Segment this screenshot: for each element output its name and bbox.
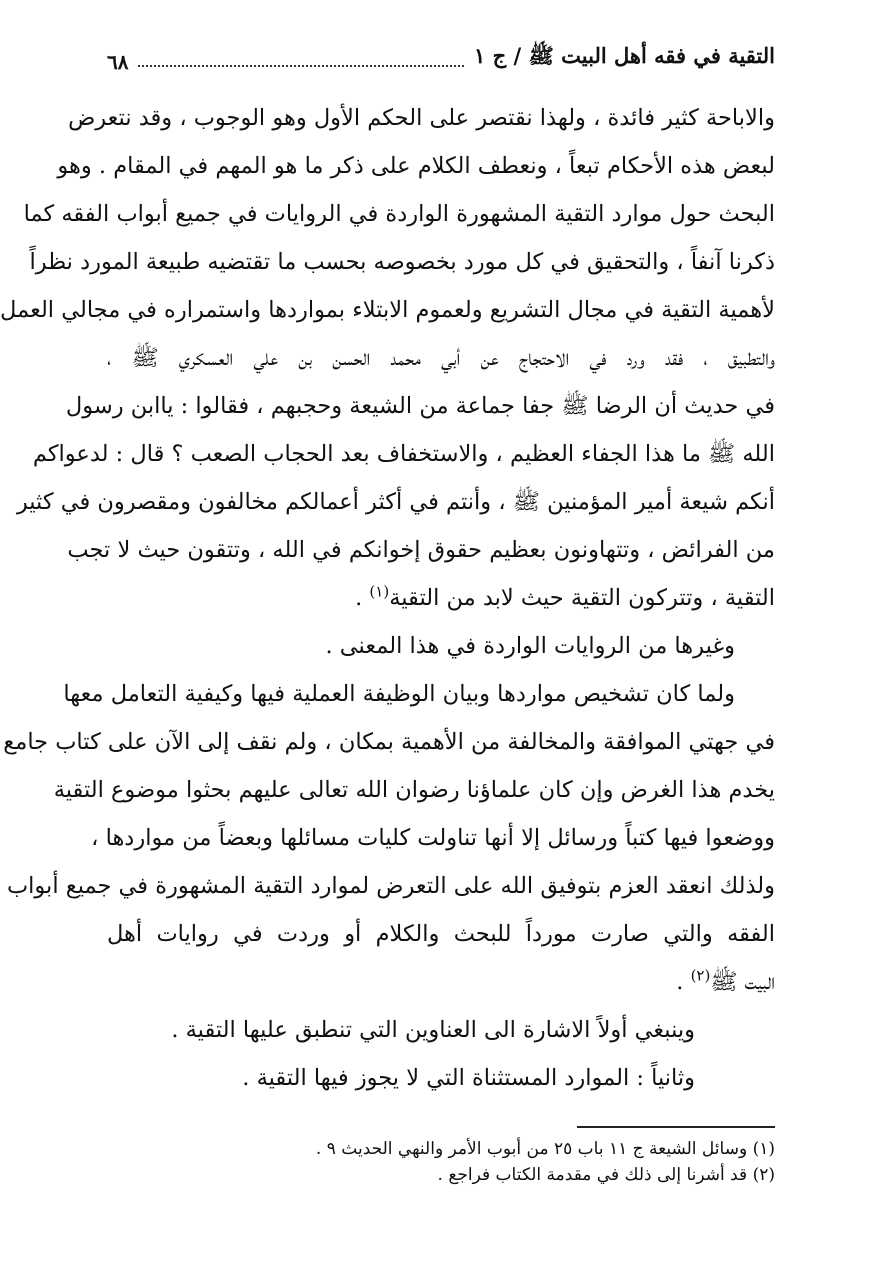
- header-title: التقية في فقه أهل البيت ﷺ / ج ١: [474, 43, 775, 68]
- text-line: في جهتي الموافقة والمخالفة من الأهمية بمكان ، ولم نقف إلى الآن على كتاب جامع: [3, 729, 775, 755]
- text-line: وينبغي أولاً الاشارة الى العناوين التي تنطبق عليها التقية .: [171, 1017, 695, 1043]
- footnotes: [107, 1136, 775, 1188]
- text-line: في حديث أن الرضا ﷺ جفا جماعة من الشيعة وحجبهم ، فقالوا : ياابن رسول: [65, 393, 775, 419]
- text-line: [107, 958, 775, 1006]
- text-line: وثانياً : الموارد المستثناة التي لا يجوز فيها التقية .: [242, 1065, 695, 1091]
- running-header: [107, 34, 775, 74]
- text-line: لبعض هذه الأحكام تبعاً ، ونعطف الكلام على ذكر ما هو المهم في المقام . وهو: [57, 153, 775, 179]
- page-number: ٦٨: [107, 50, 129, 74]
- line-text: التقية ، وتتركون التقية حيث لابد من التقية: [389, 585, 775, 611]
- footnote-ref-1: (١): [369, 582, 390, 601]
- main-text: [0, 94, 775, 1102]
- text-line: والاباحة كثير فائدة ، ولهذا نقتصر على الحكم الأول وهو الوجوب ، وقد نتعرض: [68, 105, 775, 131]
- text-line: ذكرنا آنفاً ، والتحقيق في كل مورد بخصوصه بحسب ما تقتضيه طبيعة المورد نظراً: [29, 249, 775, 275]
- footnote-2: (٢) قد أشرنا إلى ذلك في مقدمة الكتاب فراجع .: [437, 1165, 775, 1185]
- text-line: والتطبيق ، فقد ورد في الاحتجاج عن أبي محمد الحسن بن علي العسكري ﷺ ،: [107, 345, 775, 371]
- footnote-1: (١) وسائل الشيعة ج ١١ باب ٢٥ من أبوب الأمر والنهي الحديث ٩ .: [315, 1139, 775, 1159]
- text-line: الله ﷺ ما هذا الجفاء العظيم ، والاستخفاف بعد الحجاب الصعب ؟ قال : لدعواكم: [32, 441, 775, 467]
- text-line: ووضعوا فيها كتباً ورسائل إلا أنها تناولت كليات مسائلها وبعضاً من مواردها ،: [91, 825, 775, 851]
- text-line: البحث حول موارد التقية المشهورة الواردة في الروايات في جميع أبواب الفقه كما: [23, 201, 775, 227]
- text-line: من الفرائض ، وتتهاونون بعظيم حقوق إخوانكم في الله ، وتتقون حيث لا تجب: [67, 537, 775, 563]
- text-line: أنكم شيعة أمير المؤمنين ﷺ ، وأنتم في أكثر أعمالكم مخالفون ومقصرون في كثير: [16, 489, 775, 515]
- text-line: وغيرها من الروايات الواردة في هذا المعنى .: [325, 633, 735, 659]
- line-end-dot: .: [676, 969, 691, 995]
- text-line: ولذلك انعقد العزم بتوفيق الله على التعرض لموارد التقية المشهورة في جميع أبواب: [7, 873, 775, 899]
- text-line: يخدم هذا الغرض وإن كان علماؤنا رضوان الله تعالى عليهم بحثوا موضوع التقية: [53, 777, 775, 803]
- text-line: لأهمية التقية في مجال التشريع ولعموم الابتلاء بمواردها واستمراره في مجالي العمل: [0, 297, 775, 323]
- text-line: [107, 574, 775, 622]
- footnote-ref-2: (٢): [690, 966, 711, 985]
- line-text: البيت ﷺ: [710, 969, 775, 995]
- header-dot-leader: [138, 65, 464, 67]
- text-line: الفقه والتي صارت مورداً للبحث والكلام أو وردت في روايات أهل: [107, 921, 775, 947]
- footnote-separator: [577, 1126, 775, 1128]
- text-line: ولما كان تشخيص مواردها وبيان الوظيفة العملية فيها وكيفية التعامل معها: [63, 681, 735, 707]
- line-end-dot: .: [355, 585, 370, 611]
